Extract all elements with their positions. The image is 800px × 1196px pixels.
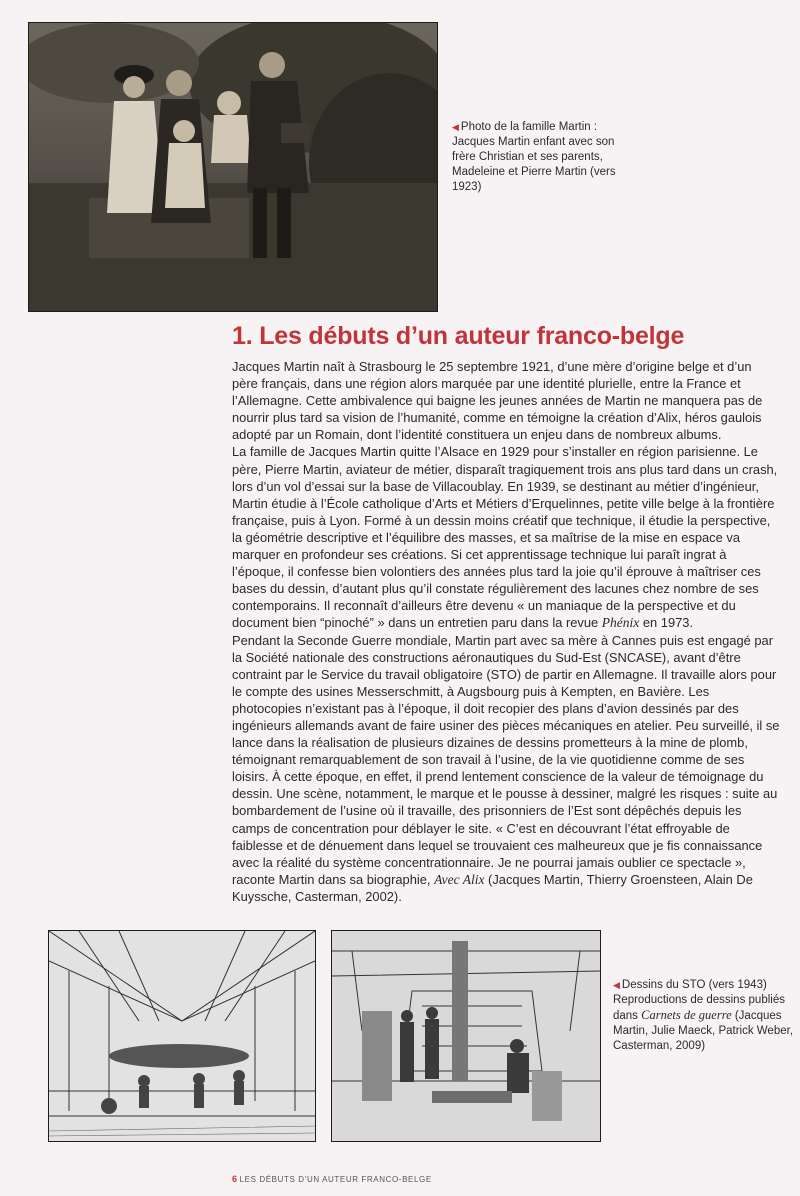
caption-arrow-icon: ◀	[613, 980, 620, 990]
family-photo-caption: ◀ Photo de la famille Martin : Jacques Martin enfant avec son frère Christian et ses parents, Madeleine et Pierre Martin (vers 1923)	[452, 121, 616, 193]
sto-drawing-drafting-room	[331, 930, 601, 1142]
page-footer	[232, 1174, 432, 1184]
paragraph-2: La famille de Jacques Martin quitte l’Alsace en 1929 pour s’installer en région parisienne. Le père, Pierre Martin, aviateur de métier, disparaît tragiquement trois ans plus tard dans un crash, lors d’un vol d’essai sur la base de Villacoublay. En 1939, se destinant au métier d’ingénieur, Martin étudie à l’École catholique d’Arts et Métiers d’Erquelinnes, petite ville belge à la frontière française, puis à Lyon. Formé à un dessin moins créatif que technique, il étudie la perspective, la géométrie descriptive et l’équilibre des masses, et sa maîtrise de la mise en espace va marquer en profondeur ses créations. Si cet apprentissage technique lui paraît ingrat à l’époque, il confesse bien volontiers des années plus tard la joie qu’il éprouve à maîtriser ces bases du dessin, d’autant plus qu’il constate régulièrement des lacunes chez nombre de ses contemporains. Il reconnaît d’ailleurs être devenu « un maniaque de la perspective et du document bien “pinoché” » dans un entretien paru dans la revue Phénix en 1973.	[232, 444, 778, 631]
paragraph-1: Jacques Martin naît à Strasbourg le 25 septembre 1921, d’une mère d’origine belge et d’un père français, dans une région alors marquée par une identité plurielle, entre la France et l’Allemagne. Cette ambivalence qui baigne les jeunes années de Martin ne manquera pas de nourrir plus tard sa vision de l’humanité, comme en témoigne la création d’Alix, héros gaulois adopté par un Romain, dont l’identité constituera un enjeu dans de nombreux albums.	[232, 359, 763, 443]
family-photo	[28, 22, 438, 312]
sto-drawings-caption: ◀ Dessins du STO (vers 1943) Reproductions de dessins publiés dans Carnets de guerre (Jacques Martin, Julie Maeck, Patrick Weber, Casterman, 2009)	[613, 979, 794, 1052]
magazine-title: Phénix	[601, 615, 640, 631]
sto-drawing-factory-hall	[48, 930, 316, 1142]
article-body	[232, 358, 780, 905]
book-title: Avec Alix	[434, 871, 485, 887]
running-title: LES DÉBUTS D’UN AUTEUR FRANCO-BELGE	[239, 1175, 432, 1184]
section-title: 1. Les débuts d’un auteur franco-belge	[232, 322, 685, 350]
paragraph-3: Pendant la Seconde Guerre mondiale, Martin part avec sa mère à Cannes puis est engagé par la Société nationale des constructions aéronautiques du Sud-Est (SNCASE), avant d’être contraint par le Service du travail obligatoire (STO) de partir en Allemagne. Il travaille alors pour le compte des usines Messerschmitt, à Augsbourg puis à Kempten, en Bavière. Les photocopies n’existant pas à l’époque, il doit recopier des plans d’avion dessinés par des ingénieurs allemands avant de faire usiner des pièces mécaniques en atelier. Peu surveillé, il se lance dans la réalisation de plusieurs dizaines de dessins prometteurs à la mine de plomb, témoignant remarquablement de son travail à l’usine, de la vie quotidienne comme de ses loisirs. À cette époque, en effet, il prend lentement conscience de la valeur de témoignage du dessin. Une scène, notamment, le marque et le pousse à dessiner, malgré les risques : suite au bombardement de l’usine où il travaille, des prisonniers de l’Est sont dépêchés depuis les camps de concentration pour déblayer le site. « C’est en découvrant l’état effroyable de faiblesse et de dénuement dans lequel se trouvaient ces malheureux que je fis connaissance avec la réalité du système concentrationnaire. Je ne pourrai jamais oublier ce spectacle », raconte Martin dans sa biographie, Avec Alix (Jacques Martin, Thierry Groensteen, Alain De Kuyssche, Casterman, 2002).	[232, 632, 780, 904]
page-number: 6	[232, 1174, 238, 1184]
caption-arrow-icon: ◀	[452, 122, 459, 132]
caption-book-title: Carnets de guerre	[641, 1008, 732, 1022]
